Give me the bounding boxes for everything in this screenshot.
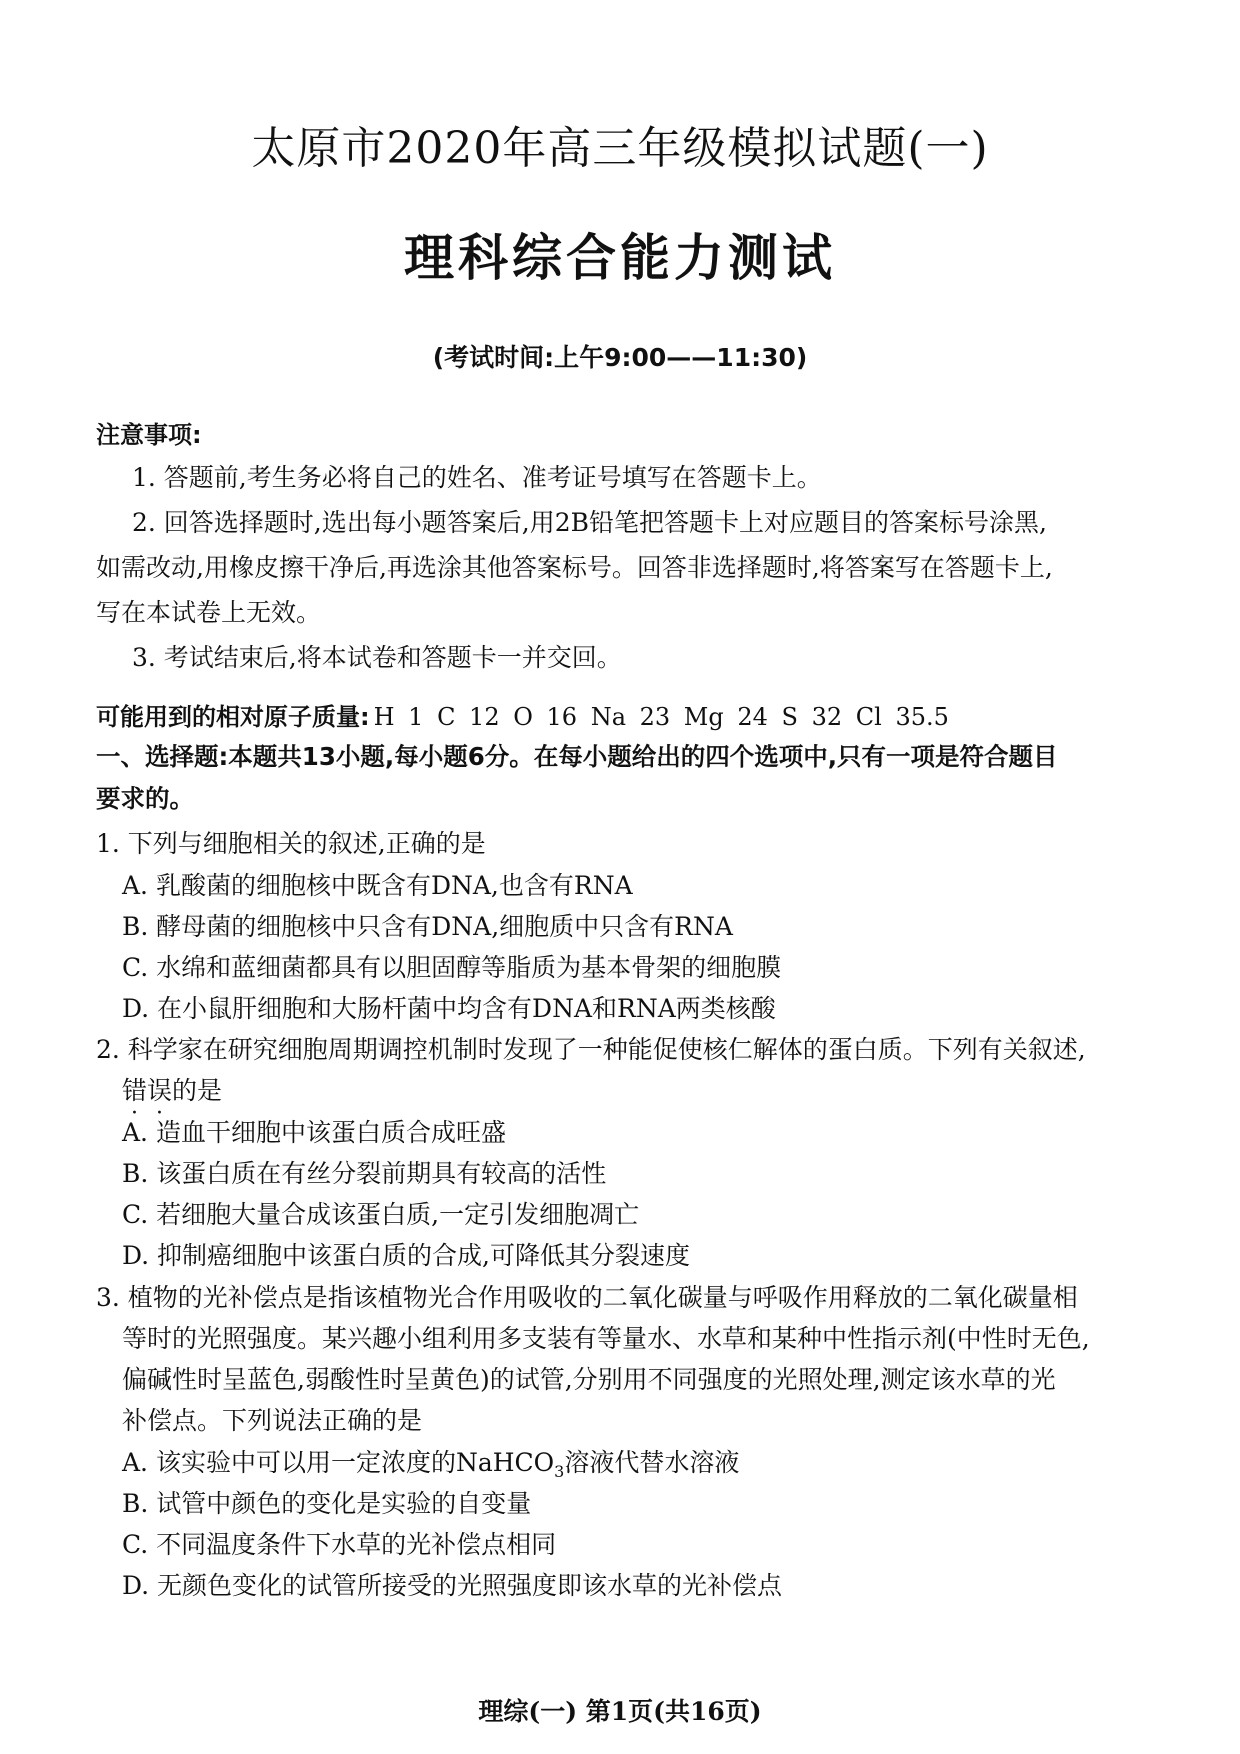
question-3-option-d: D. 无颜色变化的试管所接受的光照强度即该水草的光补偿点 <box>122 1571 783 1600</box>
notes-item-1: 1. 答题前,考生务必将自己的姓名、准考证号填写在答题卡上。 <box>132 463 822 492</box>
notes-item-2-line-2: 如需改动,用橡皮擦干净后,再选涂其他答案标号。回答非选择题时,将答案写在答题卡上, <box>96 553 1053 582</box>
question-1-option-d: D. 在小鼠肝细胞和大肠杆菌中均含有DNA和RNA两类核酸 <box>122 994 776 1023</box>
question-2-stem-tail: 的是 <box>172 1076 223 1105</box>
question-2-option-a: A. 造血干细胞中该蛋白质合成旺盛 <box>122 1118 506 1147</box>
emphasis-char: 误 <box>147 1076 173 1105</box>
question-2-option-c: C. 若细胞大量合成该蛋白质,一定引发细胞凋亡 <box>122 1200 640 1229</box>
exam-subject-title: 理科综合能力测试 <box>404 229 836 287</box>
question-3-option-b: B. 试管中颜色的变化是实验的自变量 <box>122 1489 532 1518</box>
question-1-option-c: C. 水绵和蓝细菌都具有以胆固醇等脂质为基本骨架的细胞膜 <box>122 953 782 982</box>
question-3-stem-line-4: 补偿点。下列说法正确的是 <box>122 1406 423 1435</box>
question-3-option-c: C. 不同温度条件下水草的光补偿点相同 <box>122 1530 557 1559</box>
notes-heading: 注意事项: <box>96 421 202 449</box>
question-3-stem-line-2: 等时的光照强度。某兴趣小组利用多支装有等量水、水草和某种中性指示剂(中性时无色, <box>122 1324 1090 1353</box>
question-3-option-a <box>122 1443 739 1481</box>
notes-item-2-line-3: 写在本试卷上无效。 <box>96 598 322 627</box>
exam-time: (考试时间:上午9:00——11:30) <box>432 343 808 372</box>
question-1-option-b: B. 酵母菌的细胞核中只含有DNA,细胞质中只含有RNA <box>122 912 733 941</box>
option-a-text-tail: 溶液代替水溶液 <box>564 1448 740 1477</box>
question-3-stem-line-1: 3. 植物的光补偿点是指该植物光合作用吸收的二氧化碳量与呼吸作用释放的二氧化碳量相 <box>96 1283 1078 1312</box>
emphasis-char: 错 <box>122 1076 148 1105</box>
question-2-option-d: D. 抑制癌细胞中该蛋白质的合成,可降低其分裂速度 <box>122 1241 690 1270</box>
question-1-stem: 1. 下列与细胞相关的叙述,正确的是 <box>96 829 486 858</box>
option-a-text: A. 该实验中可以用一定浓度的NaHCO <box>122 1448 555 1477</box>
atomic-masses-values: H 1 C 12 O 16 Na 23 Mg 24 S 32 Cl 35.5 <box>373 703 949 731</box>
notes-item-3: 3. 考试结束后,将本试卷和答题卡一并交回。 <box>132 643 622 672</box>
section-heading-line-1: 一、选择题:本题共13小题,每小题6分。在每小题给出的四个选项中,只有一项是符合题目 <box>96 742 1058 771</box>
section-heading-line-2: 要求的。 <box>96 784 194 813</box>
page-footer: 理综(一) 第1页(共16页) <box>478 1697 762 1726</box>
question-1-option-a: A. 乳酸菌的细胞核中既含有DNA,也含有RNA <box>122 871 633 900</box>
notes-item-2-line-1: 2. 回答选择题时,选出每小题答案后,用2B铅笔把答题卡上对应题目的答案标号涂黑, <box>132 508 1047 537</box>
atomic-masses <box>96 697 949 732</box>
subscript: 3 <box>554 1462 565 1481</box>
atomic-masses-label: 可能用到的相对原子质量: <box>96 703 370 731</box>
question-2-option-b: B. 该蛋白质在有丝分裂前期具有较高的活性 <box>122 1159 607 1188</box>
exam-title: 太原市2020年高三年级模拟试题(一) <box>251 123 989 174</box>
question-3-stem-line-3: 偏碱性时呈蓝色,弱酸性时呈黄色)的试管,分别用不同强度的光照处理,测定该水草的光 <box>122 1365 1056 1394</box>
question-2-stem-line-1: 2. 科学家在研究细胞周期调控机制时发现了一种能促使核仁解体的蛋白质。下列有关叙述, <box>96 1035 1086 1064</box>
question-2-stem-line-2 <box>122 1071 222 1107</box>
